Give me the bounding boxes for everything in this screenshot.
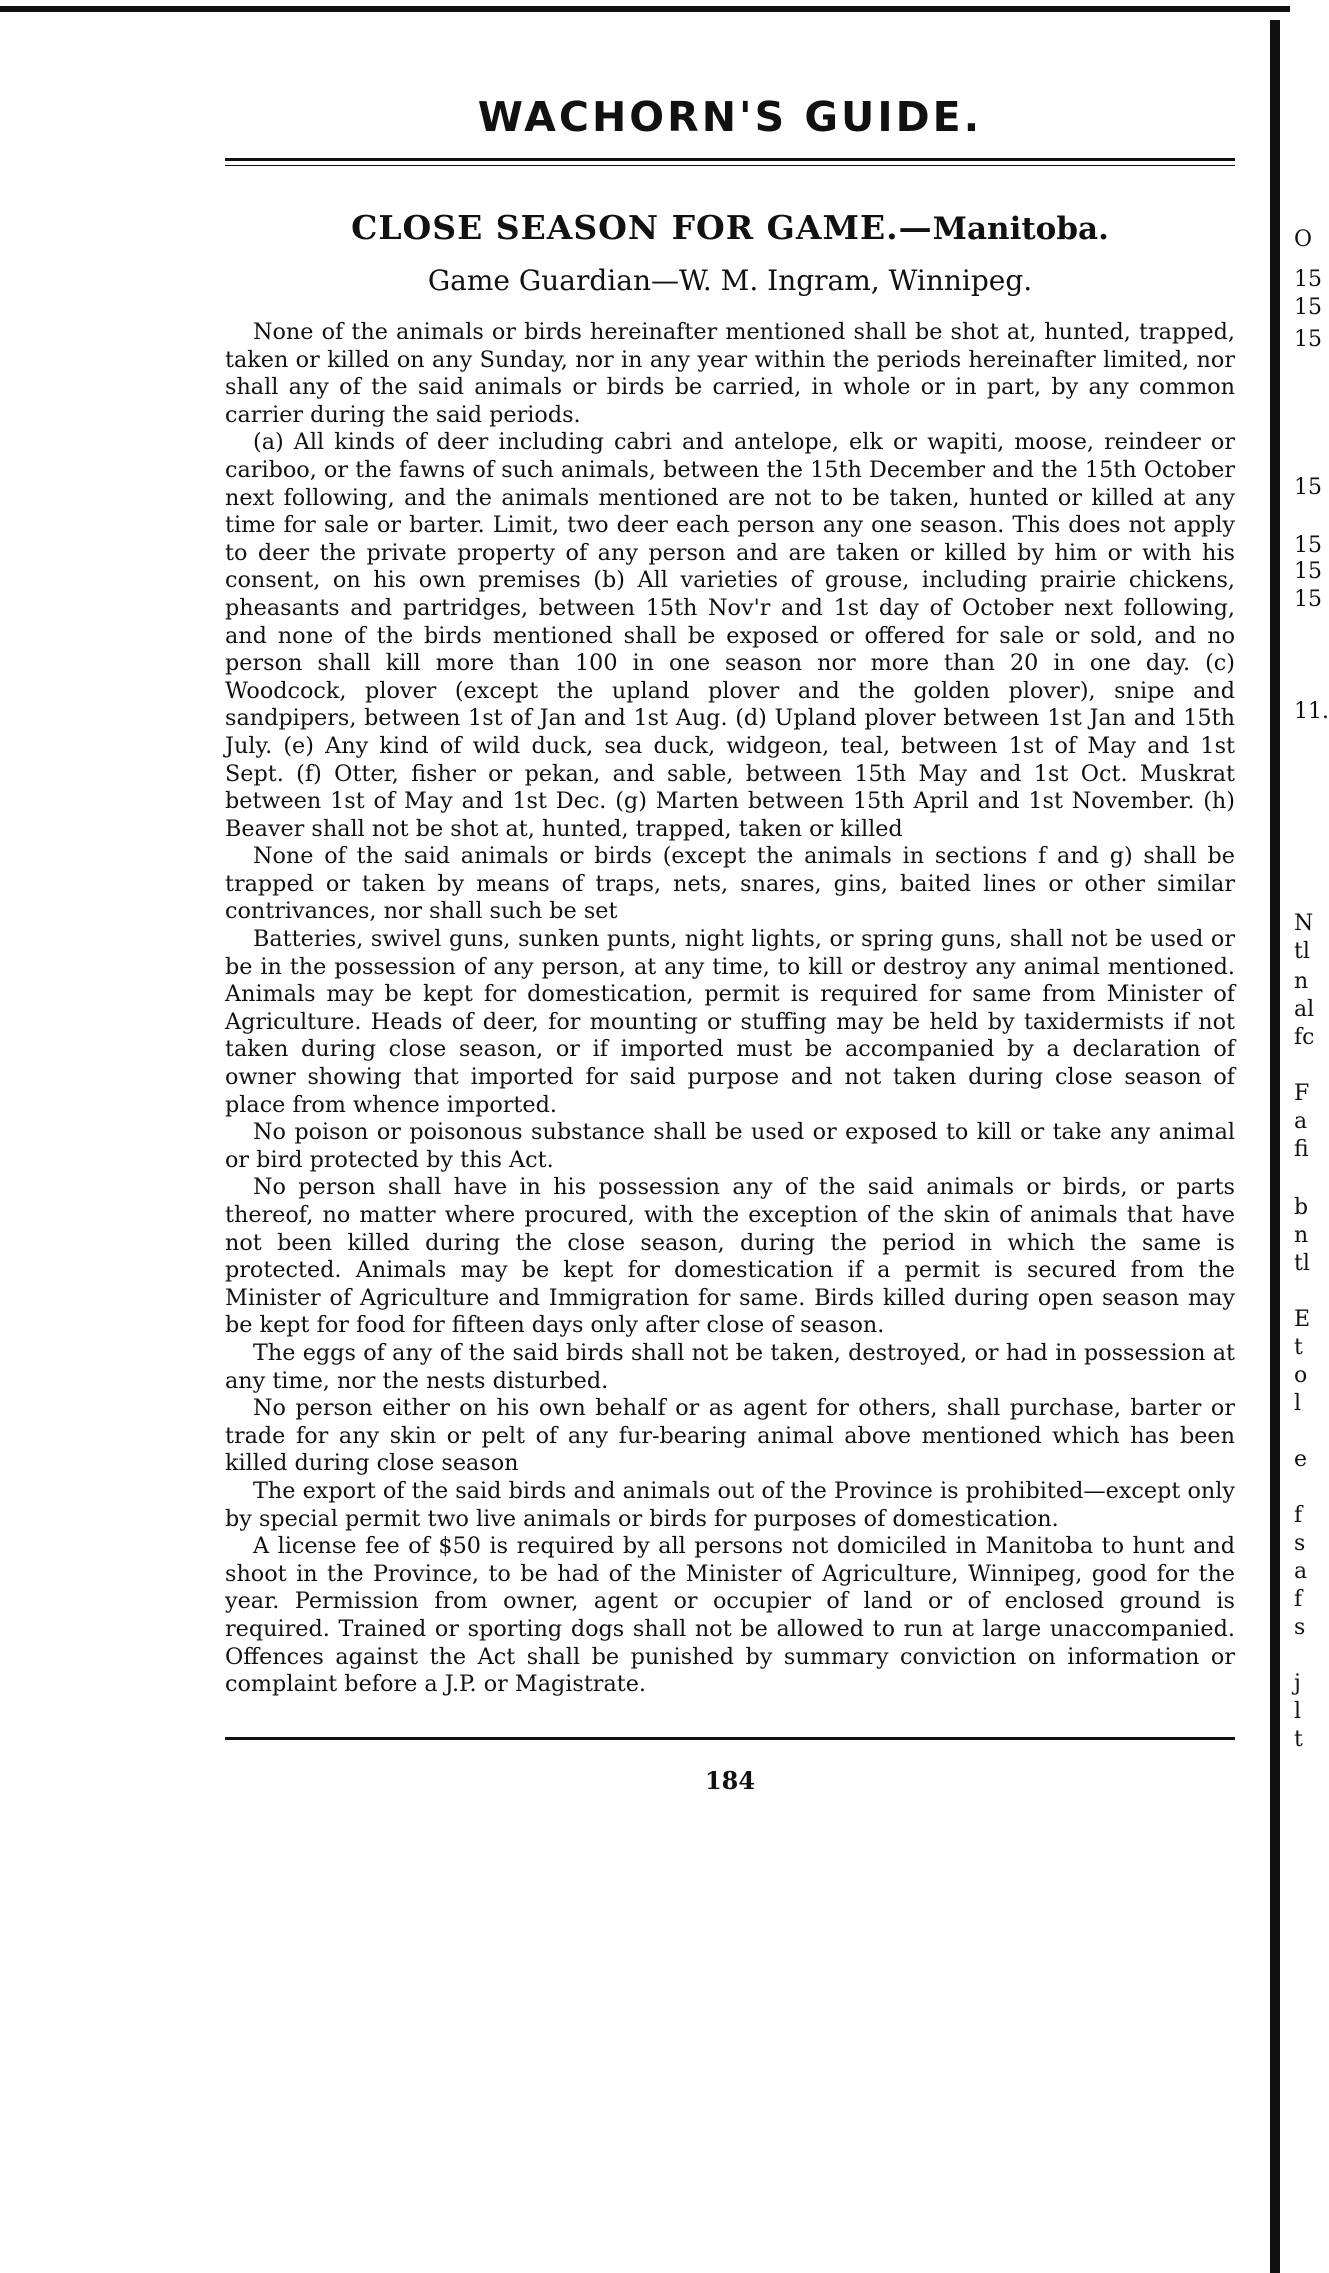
paragraph-batteries: Batteries, swivel guns, sunken punts, night lights, or spring guns, shall not be used or be in the possession of any person, at any time, to kill or destroy any animal mentioned. Animals may be kept for domestication, permit is required for same from Minister of Agriculture. Heads of deer, for mounting or stuffing may be held by taxidermists if not taken during close season, or if imported must be accompanied by a declaration of owner showing that imported for said purpose and not taken during close season of place from whence imported. bbox=[225, 926, 1235, 1118]
margin-fragment: n bbox=[1294, 1223, 1309, 1248]
margin-fragment: f bbox=[1294, 1587, 1303, 1612]
margin-fragment: b bbox=[1294, 1195, 1309, 1220]
paragraph-eggs: The eggs of any of the said birds shall not be taken, destroyed, or had in possession at any time, nor the nests disturbed. bbox=[225, 1339, 1235, 1394]
margin-fragment: al bbox=[1294, 997, 1315, 1022]
margin-fragment: l bbox=[1294, 1699, 1302, 1724]
running-head: WACHORN'S GUIDE. bbox=[477, 93, 983, 141]
margin-fragment: n bbox=[1294, 969, 1309, 994]
margin-fragment: E bbox=[1294, 1307, 1311, 1332]
margin-fragment: 15 bbox=[1294, 295, 1322, 320]
game-guardian-line: Game Guardian—W. M. Ingram, Winnipeg. bbox=[427, 264, 1033, 297]
footer-rule bbox=[225, 1737, 1235, 1740]
margin-fragment: s bbox=[1294, 1615, 1306, 1640]
margin-fragment: 15 bbox=[1294, 533, 1322, 558]
margin-fragment: tl bbox=[1294, 939, 1310, 964]
margin-fragment: fc bbox=[1294, 1025, 1315, 1050]
paragraph-trapping: None of the said animals or birds (except the animals in sections f and g) shall be trapped or taken by means of traps, nets, snares, gins, baited lines or other similar contrivances, nor shall such be set bbox=[225, 843, 1235, 925]
margin-fragment: O bbox=[1294, 227, 1313, 252]
margin-fragment: F bbox=[1294, 1081, 1310, 1106]
header-double-rule bbox=[225, 158, 1235, 166]
margin-fragment: l bbox=[1294, 1391, 1302, 1416]
margin-fragment: N bbox=[1294, 911, 1314, 936]
margin-fragment: 15 bbox=[1294, 475, 1322, 500]
margin-fragment: e bbox=[1294, 1447, 1308, 1472]
margin-fragment: tl bbox=[1294, 1251, 1310, 1276]
margin-fragment: 15 bbox=[1294, 559, 1322, 584]
section-title-text: CLOSE SEASON FOR GAME. bbox=[351, 208, 899, 247]
margin-fragment: a bbox=[1294, 1109, 1308, 1134]
paragraph-poison: No poison or poisonous substance shall be used or exposed to kill or take any animal or bird protected by this Act. bbox=[225, 1119, 1235, 1173]
regulations-body bbox=[225, 319, 1235, 1699]
margin-fragment: t bbox=[1294, 1727, 1303, 1752]
section-region: Manitoba. bbox=[932, 211, 1109, 247]
margin-fragment: t bbox=[1294, 1335, 1303, 1360]
margin-fragment: s bbox=[1294, 1531, 1306, 1556]
margin-fragment: 11. bbox=[1294, 699, 1329, 724]
paragraph-license: A license fee of $50 is required by all persons not domiciled in Manitoba to hunt and shoot in the Province, to be had of the Minister of Agriculture, Winnipeg, good for the year. Permission from owner, agent or occupier of land or of enclosed ground is required. Trained or sporting dogs shall not be allowed to run at large unaccompanied. Offences against the Act shall be punished by summary conviction on information or complaint before a J.P. or Magistrate. bbox=[225, 1533, 1235, 1698]
paragraph-close-seasons: (a) All kinds of deer including cabri and antelope, elk or wapiti, moose, reindeer or cariboo, or the fawns of such animals, between the 15th December and the 15th October next following, and the animals mentioned are not to be taken, hunted or killed at any time for sale or barter. Limit, two deer each person any one season. This does not apply to deer the private property of any person and are taken or killed by him or with his consent, on his own premises (b) All varieties of grouse, including prairie chickens, pheasants and partridges, between 15th Nov'r and 1st day of October next following, and none of the birds mentioned shall be exposed or offered for sale or sold, and no person shall kill more than 100 in one season nor more than 20 in one day. (c) Woodcock, plover (except the upland plover and the golden plover), snipe and sandpipers, between 1st of Jan and 1st Aug. (d) Upland plover between 1st Jan and 15th July. (e) Any kind of wild duck, sea duck, widgeon, teal, between 1st of May and 1st Sept. (f) Otter, fisher or pekan, and sable, between 15th May and 1st Oct. Muskrat between 1st of May and 1st Dec. (g) Marten between 15th April and 1st November. (h) Beaver shall not be shot at, hunted, trapped, taken or killed bbox=[225, 429, 1235, 842]
section-title bbox=[225, 208, 1235, 249]
page-number: 184 bbox=[704, 1765, 756, 1795]
margin-fragment: fi bbox=[1294, 1137, 1309, 1162]
margin-fragment: j bbox=[1294, 1671, 1301, 1696]
margin-fragment: 15 bbox=[1294, 267, 1322, 292]
margin-fragment: f bbox=[1294, 1503, 1303, 1528]
margin-fragment: a bbox=[1294, 1559, 1308, 1584]
right-binding-rule bbox=[1270, 20, 1280, 2273]
top-page-rule bbox=[0, 6, 1290, 12]
paragraph-export: The export of the said birds and animals out of the Province is prohibited—except only by special permit two live animals or birds for purposes of domestication. bbox=[225, 1477, 1235, 1532]
paragraph-purchase: No person either on his own behalf or as agent for others, shall purchase, barter or trade for any skin or pelt of any fur-bearing animal above mentioned which has been killed during close season bbox=[225, 1395, 1235, 1477]
margin-fragment: 15 bbox=[1294, 587, 1322, 612]
paragraph-general-prohibition: None of the animals or birds hereinafter mentioned shall be shot at, hunted, trapped, taken or killed on any Sunday, nor in any year within the periods hereinafter limited, nor shall any of the said animals or birds be carried, in whole or in part, by any common carrier during the said periods. bbox=[225, 319, 1235, 428]
section-title-dash: — bbox=[898, 208, 933, 247]
guide-page bbox=[225, 40, 1235, 1795]
margin-fragment: o bbox=[1294, 1363, 1308, 1388]
paragraph-possession: No person shall have in his possession any of the said animals or birds, or parts thereof, no matter where procured, with the exception of the skin of animals that have not been killed during the close season, during the period in which the same is protected. Animals may be kept for domestication if a permit is secured from the Minister of Agriculture and Immigration for same. Birds killed during open season may be kept for food for fifteen days only after close of season. bbox=[225, 1174, 1235, 1339]
margin-fragment: 15 bbox=[1294, 327, 1322, 352]
